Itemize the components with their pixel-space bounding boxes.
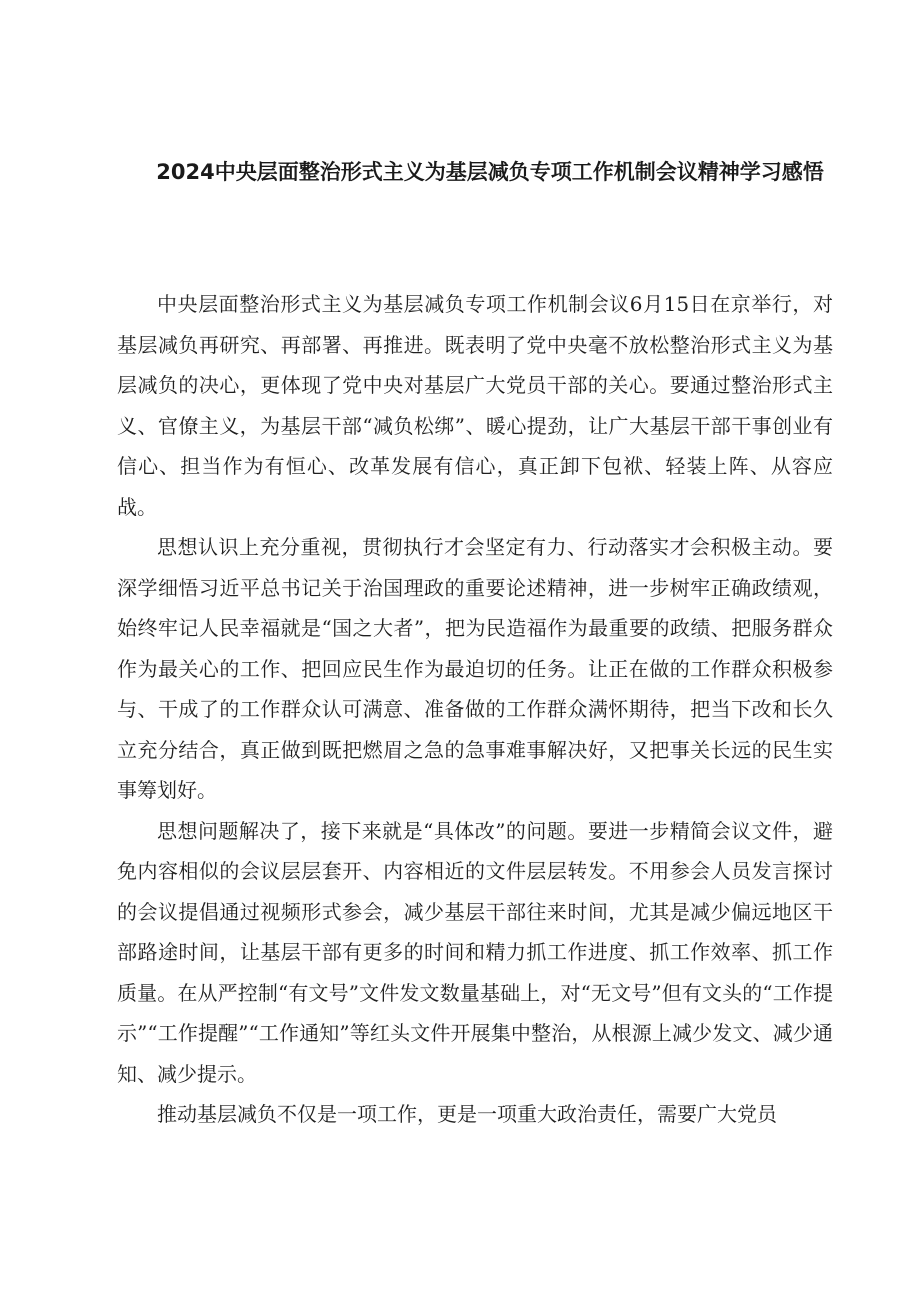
paragraph: 中央层面整治形式主义为基层减负专项工作机制会议6月15日在京举行，对基层减负再研究、再部署、再推进。既表明了党中央毫不放松整治形式主义为基层减负的决心，更体现了党中央对基层广大党员干部的关心。要通过整治形式主义、官僚主义，为基层干部“减负松绑”、暖心提劲，让广大基层干部干事创业有信心、担当作为有恒心、改革发展有信心，真正卸下包袱、轻装上阵、从容应战。	[117, 292, 833, 519]
paragraph: 思想认识上充分重视，贯彻执行才会坚定有力、行动落实才会积极主动。要深学细悟习近平总书记关于治国理政的重要论述精神，进一步树牢正确政绩观，始终牢记人民幸福就是“国之大者”，把为民造福作为最重要的政绩、把服务群众作为最关心的工作、把回应民生作为最迫切的任务。让正在做的工作群众积极参与、干成了的工作群众认可满意、准备做的工作群众满怀期待，把当下改和长久立充分结合，真正做到既把燃眉之急的急事难事解决好，又把事关长远的民生实事筹划好。	[117, 535, 833, 802]
paragraph: 思想问题解决了，接下来就是“具体改”的问题。要进一步精简会议文件，避免内容相似的会议层层套开、内容相近的文件层层转发。不用参会人员发言探讨的会议提倡通过视频形式参会，减少基层干部往来时间，尤其是减少偏远地区干部路途时间，让基层干部有更多的时间和精力抓工作进度、抓工作效率、抓工作质量。在从严控制“有文号”文件发文数量基础上，对“无文号”但有文头的“工作提示”“工作提醒”“工作通知”等红头文件开展集中整治，从根源上减少发文、减少通知、减少提示。	[117, 818, 833, 1086]
document-title: 2024中央层面整治形式主义为基层减负专项工作机制会议精神学习感悟	[156, 160, 824, 184]
document-body	[117, 284, 833, 1135]
paragraph: 推动基层减负不仅是一项工作，更是一项重大政治责任，需要广大党员	[157, 1102, 777, 1126]
